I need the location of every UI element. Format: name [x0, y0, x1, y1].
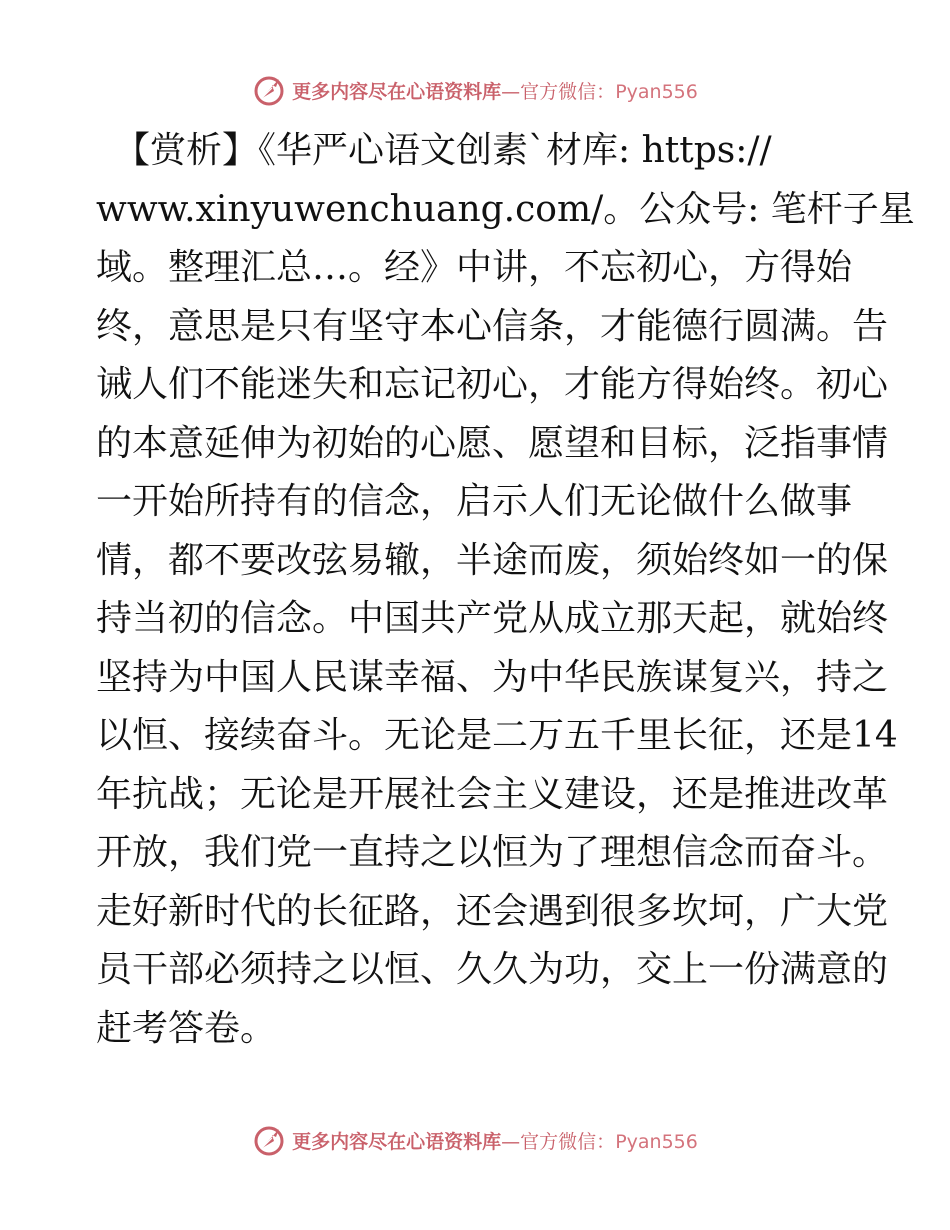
article-line: 持当初的信念。中国共产党从成立那天起，就始终 — [96, 598, 889, 639]
article-line: 以恒、接续奋斗。无论是二万五千里长征，还是14 — [96, 715, 898, 756]
quill-pen-logo-icon — [252, 73, 286, 107]
header-banner-wechat-id: Pyan556 — [615, 80, 698, 103]
header-banner-text — [292, 77, 698, 104]
article-line: 坚持为中国人民谋幸福、为中华民族谋复兴，持之 — [96, 656, 889, 698]
article-line: 开放，我们党一直持之以恒为了理想信念而奋斗。 — [96, 832, 889, 873]
footer-banner-dash: — — [501, 1130, 521, 1153]
article-line: 员干部必须持之以恒、久久为功，交上一份满意的 — [96, 949, 889, 990]
article-line: 域。整理汇总…。经》中讲，不忘初心，方得始 — [96, 247, 853, 288]
article-line: 赶考答卷。 — [96, 1007, 277, 1049]
header-banner-dash: — — [501, 80, 521, 103]
header-banner-main: 更多内容尽在心语资料库 — [292, 80, 502, 103]
article-line: 年抗战；无论是开展社会主义建设，还是推进改革 — [96, 773, 889, 815]
header-banner-label: 官方微信： — [520, 80, 616, 103]
article-line: 终，意思是只有坚守本心信条，才能德行圆满。告 — [96, 305, 889, 347]
article-line: www.xinyuwenchuang.com/。公众号: 笔杆子星 — [96, 188, 915, 230]
article-line: 的本意延伸为初始的心愿、愿望和目标，泛指事情 — [96, 422, 889, 464]
footer-banner — [0, 1120, 950, 1160]
footer-banner-wechat-id: Pyan556 — [615, 1130, 698, 1153]
footer-banner-label: 官方微信： — [520, 1130, 616, 1153]
article-line: 一开始所持有的信念，启示人们无论做什么做事 — [96, 481, 853, 522]
article-line: 诫人们不能迷失和忘记初心，才能方得始终。初心 — [96, 364, 889, 405]
footer-banner-text — [292, 1127, 698, 1154]
quill-pen-logo-icon — [252, 1123, 286, 1157]
footer-banner-content — [252, 1123, 698, 1157]
header-banner — [0, 70, 950, 110]
article-line: 【赏析】《华严心语文创素`材库: https:// — [96, 130, 772, 171]
article-body — [96, 122, 915, 1058]
article-line: 情，都不要改弦易辙，半途而废，须始终如一的保 — [96, 539, 889, 581]
footer-banner-main: 更多内容尽在心语资料库 — [292, 1130, 502, 1153]
article-line: 走好新时代的长征路，还会遇到很多坎坷，广大党 — [96, 890, 889, 932]
header-banner-content — [252, 73, 698, 107]
